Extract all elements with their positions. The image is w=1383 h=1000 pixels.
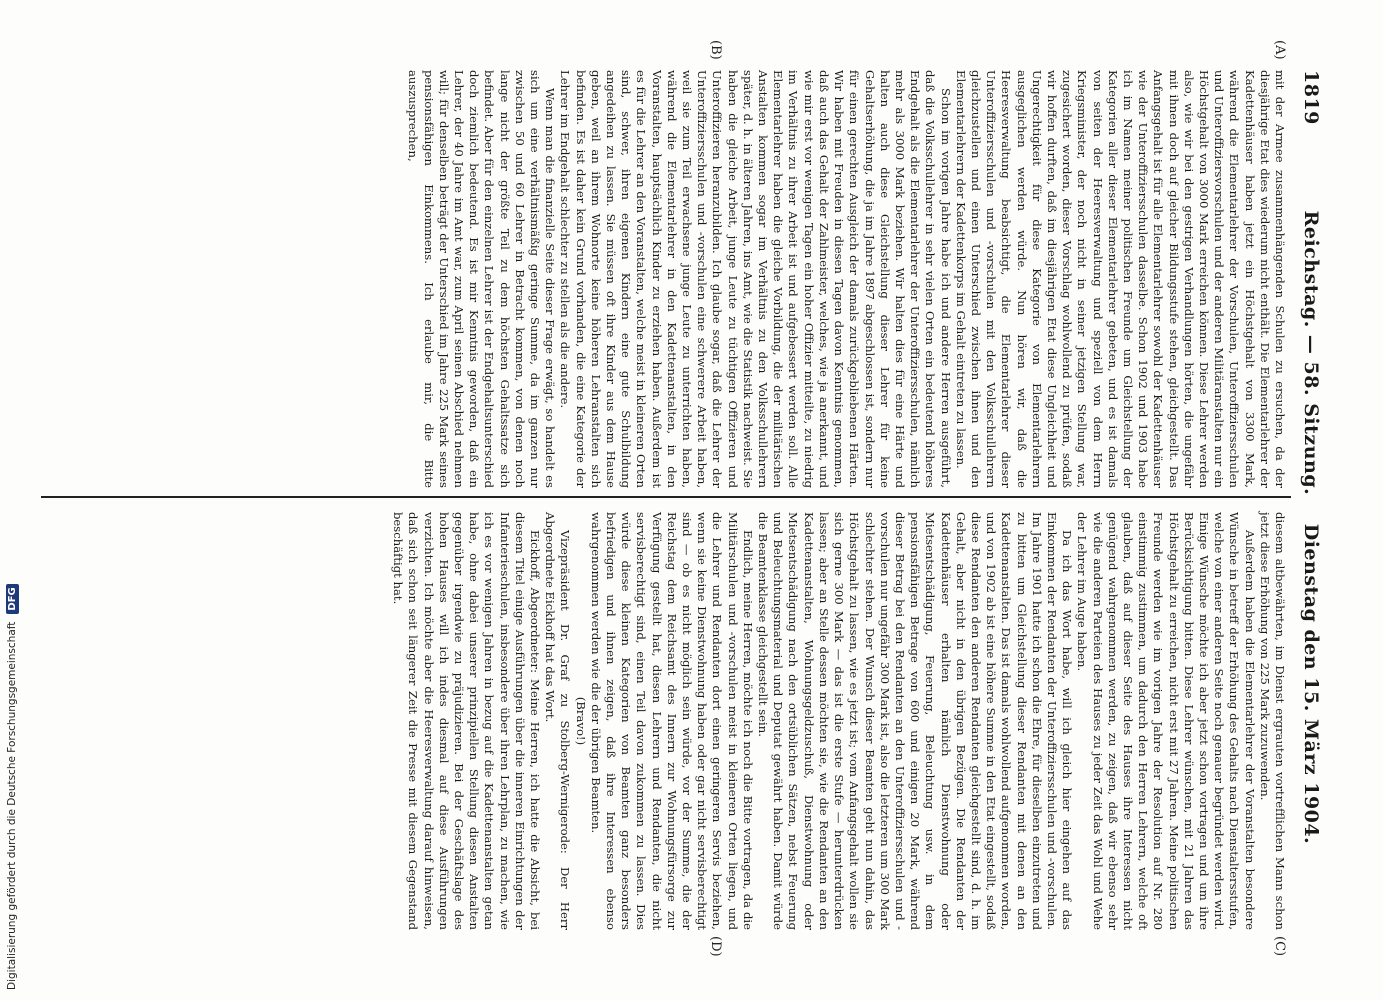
left-paragraph-3: Wenn man die finanzielle Seite dieser Frage erwägt, so handelt es sich um eine verhältnismäßig geringe Summe, da im ganzen nur zwischen 50 und 60 Lehrer in Betracht kommen, von denen noch lange nicht der größte Teil zu dem höchsten Gehaltssatze sich befindet. Aber für den einzelnen Lehrer ist der Endgehaltsunterschied doch ziemlich bedeutend. Es ist mir Kenntnis geworden, daß ein Lehrer, der 40 Jahre im Amt war, zum April seinen Abschied nehmen will; für denselben beträgt der Unterschied im Jahre 225 Mark seines pensionsfähigen Einkommens. Ich erlaube mir, die Bitte auszusprechen,	[406, 70, 558, 488]
left-paragraph-2: Schon im vorigen Jahre habe ich und andere Herren ausgeführt, daß die Volksschullehrer in sehr vielen Orten ein bedeutend höheres Endgehalt als die Elementarlehrer der Unteroffiziersschulen, nämlich mehr als 3000 Mark beziehen. Wir halten dies für eine Härte und halten auch diese Gleichstellung dieser Lehrer für keine Gehaltserhöhung, die ja im Jahre 1897 abgeschlossen ist, sondern nur für einen gerechten Ausgleich der damals zurückgebliebenen Härten. Wir haben mit Freuden in diesen Tagen davon Kenntnis genommen, daß auch das Gehalt der Zahlmeister, welches, wie ja anerkannt, und wie mir erst vor wenigen Tagen ein hoher Offizier mitteilte, zu niedrig im Verhältnis zu ihrer Arbeit ist und aufgebessert werden soll. Alle Elementarlehrer haben die gleiche Vorbildung, die der militärischen Anstalten kommen sogar im Verhältnis zu den Volksschullehrern später, d. h. in älteren Jahren, ins Amt, wie die Statistik nachweist. Sie haben die gleiche Arbeit, junge Leute zu tüchtigen Offizieren und Unteroffizieren heranzubilden. Ich glaube sogar, daß die Lehrer der Unteroffiziersschulen und -vorschulen eine schwerere Arbeit haben, weil sie zum Teil erwachsene junge Leute zu unterrichten haben, während die Elementarlehrer in den Kadettenanstalten, in den Voranstalten, hauptsächlich Kinder zu erziehen haben. Außerdem ist es für die Lehrer an den Voranstalten, welche meist in kleineren Orten sind, schwer, ihren eigenen Kindern eine gute Schulbildung angedeihen zu lassen. Sie müssen oft ihre Kinder aus dem Hause geben, weil an ihrem Wohnorte keine höheren Lehranstalten sich befinden. Es ist daher kein Grund vorhanden, die eine Kategorie der Lehrer im Endgehalt schlechter zu stellen als die andere.	[558, 70, 953, 488]
right-paragraph-2: Außerdem haben die Elementarlehrer der Voranstalten besondere Wünsche in betreff der Erhöhung des Gehalts nach Dienstaltersstufen, welche von einer anderen Seite noch genauer begründet werden wird. Einige Wünsche möchte ich aber jetzt schon vortragen und um ihre Berücksichtigung bitten. Diese Lehrer wünschen, mit 21 Jahren das Höchstgehalt zu erreichen, nicht erst mit 27 Jahren. Meine politischen Freunde werden wie im vorigen Jahre der Resolution auf Nr. 280 einstimmig zustimmen, um dadurch den Herren Lehrern, welche oft glauben, daß auf dieser Seite des Hauses ihre Interessen nicht genügend wahrgenommen werden, zu zeigen, daß wir ebenso sehr wie die anderen Parteien des Hauses zu jeder Zeit das Wohl und Wehe der Lehrer im Auge haben.	[1075, 512, 1257, 930]
marker-b: (B)	[708, 40, 723, 60]
marker-d: (D)	[708, 936, 723, 957]
footer-credit: Digitalisierung gefördert durch die Deutsche Forschungsgemeinschaft	[6, 621, 18, 990]
speaker-eickhoff: Eickhoff, Abgeordneter: Meine Herren, ich hatte die Absicht, bei diesem Titel einige Ausführungen über die inneren Einrichtungen der Infanterieschulen, insbesondere über ihren Lehrplan, zu machen, wie ich es vor wenigen Jahren in bezug auf die Kadettenanstalten getan habe, ohne dabei unserer prinzipiellen Stellung diesen Anstalten gegenüber irgendwie zu präjudizieren. Bei der Geschäftslage des hohen Hauses will ich indes diesmal auf diese Ausführungen verzichten. Ich möchte aber die Heeresverwaltung darauf hinweisen, daß sich schon seit längerer Zeit die Presse mit diesem Gegenstand beschäftigt hat.	[391, 512, 543, 930]
footer-strip	[2, 587, 18, 1000]
right-paragraph-4: Endlich, meine Herren, möchte ich noch die Bitte vortragen, da die Militärschulen und -vorschulen meist in kleineren Orten liegen, und die Lehrer und Rendanten dort einen geringeren Servis beziehen, wenn sie keine Dienstwohnung haben oder gar nicht servisberechtigt sind — ob es nicht möglich sein würde, vor der Summe, die der Reichstag dem Reichsamt des Innern zur Wohnungsfürsorge zur Verfügung gestellt hat, diesen Lehrern und Rendanten, die nicht servisberechtigt sind, einen Teil davon zukommen zu lassen. Dies würde diese kleinen Kategorien von Beamten ganz besonders befriedigen und ihnen zeigen, daß ihre Interessen ebenso wahrgenommen werden wie die der übrigen Beamten.	[588, 512, 755, 930]
column-divider	[41, 496, 1291, 498]
dfg-logo: DFG	[6, 584, 19, 613]
interjection: (Bravo!)	[573, 696, 588, 746]
speaker-vice-president: Vizepräsident Dr. Graf zu Stolberg-Wernigerode: Der Herr Abgeordnete Eickhoff hat das Wort.	[543, 512, 573, 930]
marker-a: (A)	[1272, 40, 1287, 60]
running-title	[1300, 125, 1322, 930]
page-header	[1297, 70, 1325, 930]
right-column	[47, 512, 1287, 930]
left-paragraph-1: mit der Armee zusammenhängenden Schulen zu ersuchen, da der diesjährige Etat dies wiederum nicht enthält. Die Elementarlehrer der Kadettenhäuser haben jetzt ein Höchstgehalt von 3300 Mark, während die Elementarlehrer der Vorschulen, Unteroffiziersschulen und Unteroffiziersvorschulen und der anderen Militäranstalten nur ein Höchstgehalt von 3000 Mark erreichen können. Diese Lehrer werden also, wie wir bei den gestrigen Verhandlungen hörten, die ungefähr mit ihnen doch auf gleicher Bildungsstufe stehen, gleichgestellt. Das Anfangsgehalt ist für alle Elementarlehrer sowohl der Kadettenhäuser wie der Unteroffiziersschulen dasselbe. Schon 1902 und 1903 habe ich im Namen meiner politischen Freunde um Gleichstellung der Kategorien aller dieser Elementarlehrer gebeten, und es ist damals von seiten der Heeresverwaltung und speziell von dem Herrn Kriegsminister, der noch nicht in seiner jetzigen Stellung war, zugesichert worden, dieser Vorschlag wohlwollend zu prüfen, sodaß wir hoffen durften, daß im diesjährigen Etat diese Ungleichheit und Ungerechtigkeit für diese Kategorie von Elementarlehrern ausgeglichen werden würde. Nun hören wir, daß die Heeresverwaltung beabsichtigt, die Elementarlehrer dieser Unteroffiziersschulen und -vorschulen mit den Volksschullehrern gleichzustellen und einen Unterschied zwischen ihnen und den Elementarlehrern der Kadettenkorps im Gehalt eintreten zu lassen.	[953, 70, 1287, 488]
page-number: 1819	[1300, 70, 1322, 125]
left-column	[47, 70, 1287, 488]
right-paragraph-1: diesem altbewährten, im Dienst ergrauten vortrefflichen Mann schon jetzt diese Erhöhung von 225 Mark zuzuwenden.	[1257, 512, 1287, 930]
session-date: Dienstag den 15. März 1904.	[1300, 523, 1322, 845]
marker-c: (C)	[1272, 936, 1287, 957]
session-title: Reichstag. — 58. Sitzung.	[1300, 210, 1322, 496]
right-paragraph-3: Da ich das Wort habe, will ich gleich hier eingehen auf das Einkommen der Rendanten der Unteroffiziersschulen und -vorschulen. Im Jahre 1901 hatte ich schon die Ehre, für dieselben einzutreten und zu bitten um Gleichstellung dieser Rendanten mit denen an den Kadettenanstalten. Das ist damals wohlwollend aufgenommen worden, und von 1902 ab ist eine höhere Summe in den Etat eingestellt, sodaß diese Rendanten den anderen Rendanten gleichgestellt sind, d. h. im Gehalt, aber nicht in den übrigen Bezügen. Die Rendanten der Kadettenhäuser erhalten nämlich Dienstwohnung oder Mietsentschädigung, Feuerung, Beleuchtung usw. in dem pensionsfähigen Betrage von 600 und einigen 20 Mark, während dieser Betrag bei den Rendanten an den Unteroffiziersschulen und -vorschulen nur ungefähr 300 Mark ist, also die letzteren um 300 Mark schlechter stehen. Der Wunsch dieser Beamten geht nun dahin, das Höchstgehalt zu lassen, wie es jetzt ist; vom Anfangsgehalt wollen sie sich gerne 300 Mark — das ist die erste Stufe — herunterdrücken lassen; aber an Stelle dessen möchten sie, wie die Rendanten an den Kadettenanstalten, Wohnungsgeldzuschuß, Dienstwohnung oder Mietsentschädigung nach den ortsüblichen Sätzen, nebst Feuerung und Beleuchtungsmaterial und Deputat gewährt haben. Damit würde die Beamtenklasse gleichgestellt sein.	[756, 512, 1075, 931]
